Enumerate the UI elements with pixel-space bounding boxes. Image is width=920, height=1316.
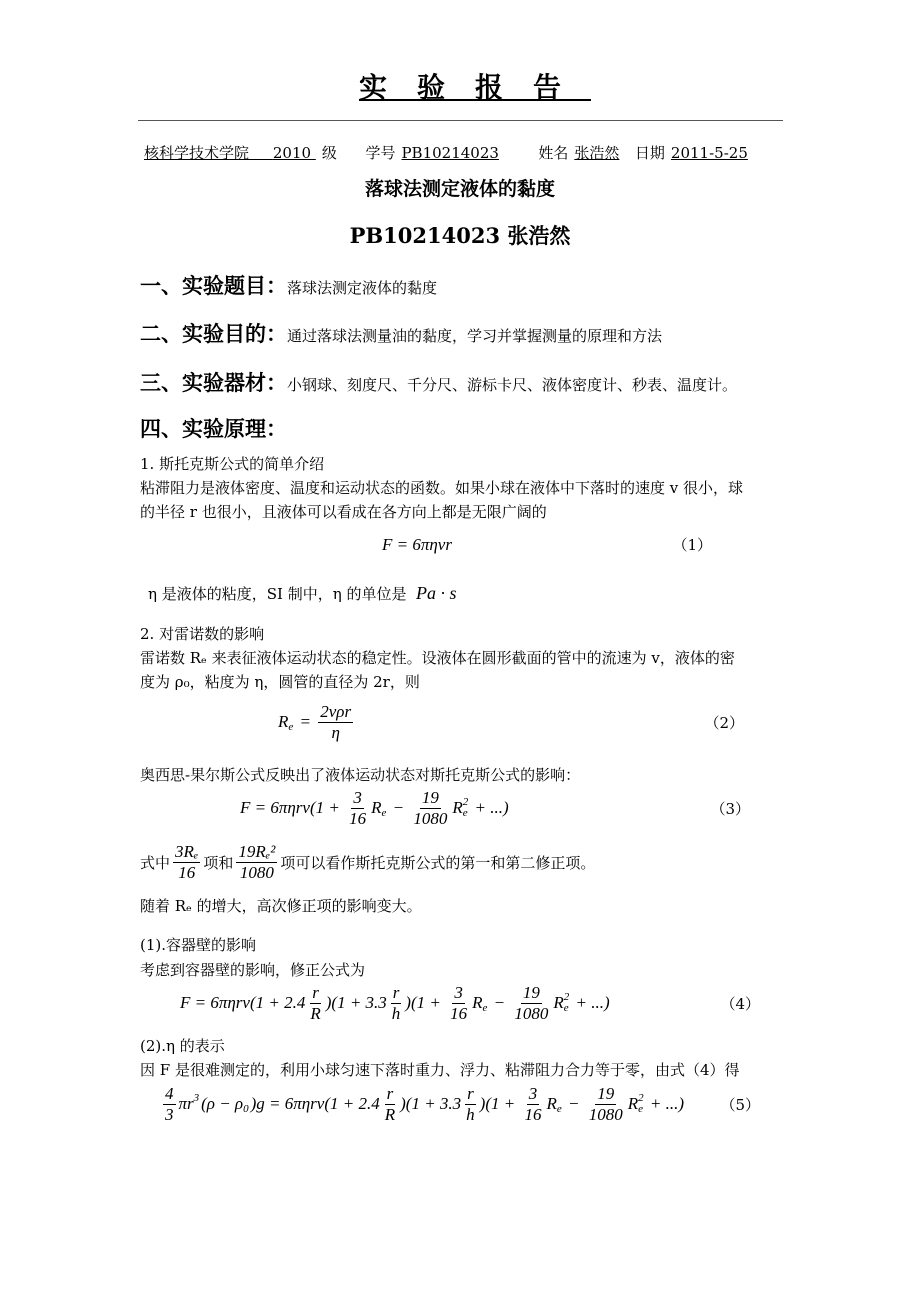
grade-label: 级 (321, 144, 337, 162)
wall-title: (1).容器壁的影响 (140, 936, 257, 954)
eta-title: (2).η 的表示 (140, 1037, 225, 1055)
script (564, 992, 570, 1014)
equation-4-row (180, 983, 760, 1023)
denominator: 3 (165, 1104, 174, 1124)
section-1 (140, 270, 437, 300)
script (243, 1093, 249, 1115)
formula-text: − (563, 1094, 584, 1114)
re-line: 随着 Rₑ 的增大，高次修正项的影响变大。 (140, 897, 422, 915)
p2-line1: 雷诺数 Rₑ 来表征液体运动状态的稳定性。设液体在圆形截面的管中的流速为 v，液体的密 (140, 649, 735, 667)
wall-line: 考虑到容器壁的影响，修正公式为 (140, 961, 366, 979)
fraction (308, 983, 322, 1023)
formula-text: = (295, 712, 316, 732)
equation-4-label: （4） (720, 994, 760, 1013)
numerator: 3 (528, 1084, 538, 1103)
denominator: h (391, 1003, 401, 1023)
p2-line2: 度为 ρ₀，粘度为 η，圆管的直径为 2r，则 (140, 673, 420, 691)
fraction (522, 1084, 543, 1124)
equation-5-label: （5） (720, 1095, 760, 1114)
subscript: e (638, 1103, 644, 1116)
numerator: 3 (454, 983, 463, 1002)
equation-1 (382, 535, 452, 555)
oseen-line: 奥西思-果尔斯公式反映出了液体运动状态对斯托克斯公式的影响： (140, 766, 581, 784)
formula-text: − (388, 798, 409, 818)
fraction (448, 983, 469, 1023)
numerator: 3 (353, 788, 362, 807)
numerator: 19 (421, 788, 439, 807)
eta-derivation-line: 因 F 是很难测定的，利用小球匀速下落时重力、浮力、粘滞阻力合力等于零，由式（4）得 (140, 1061, 740, 1079)
fraction (347, 788, 368, 828)
section-content: 通过落球法测量油的黏度，学习并掌握测量的原理和方法 (287, 327, 663, 345)
eta-unit: Pa · s (416, 583, 457, 603)
formula-text: R (472, 993, 483, 1013)
superscript: 3 (193, 1092, 200, 1105)
fraction (587, 1084, 625, 1124)
eta-text: η 是液体的粘度，SI 制中，η 的单位是 (148, 585, 407, 603)
formula-text: )(1 + (405, 993, 446, 1013)
numerator: 19 (597, 1084, 615, 1103)
equation-1-label: （1） (672, 536, 712, 554)
superscript: 2 (563, 991, 570, 1004)
equation-1-row (382, 534, 712, 555)
student-name: 张浩然 (574, 144, 620, 162)
script (557, 1093, 562, 1115)
denominator: 1080 (588, 1104, 623, 1124)
equation-3-row (240, 788, 750, 828)
denominator: 1080 (514, 1003, 549, 1023)
script (288, 711, 293, 733)
p1-line1: 粘滞阻力是液体密度、温度和运动状态的函数。如果小球在液体中下落时的速度 v 很小，球 (140, 479, 744, 497)
date-label: 日期 (634, 144, 665, 162)
section-heading: 一、实验题目： (140, 273, 287, 298)
p1-title: 1. 斯托克斯公式的简单介绍 (140, 455, 325, 473)
formula-text: + ...) (645, 1094, 685, 1114)
fraction (383, 1084, 397, 1124)
denominator: η (331, 722, 340, 742)
superscript: 2 (638, 1092, 644, 1105)
numerator: r (386, 1084, 394, 1103)
denominator: R (310, 1003, 321, 1023)
formula-text: R (278, 712, 289, 732)
equation-3 (240, 788, 509, 828)
formula-text: )g = 6πηrv(1 + 2.4 (250, 1094, 380, 1114)
subscript: e (462, 807, 468, 820)
section-heading: 三、实验器材： (140, 370, 287, 395)
denominator: 1080 (413, 808, 448, 828)
script (382, 797, 387, 819)
p2-title: 2. 对雷诺数的影响 (140, 625, 265, 643)
formula-text: )(1 + 3.3 (325, 993, 387, 1013)
doc-author: PB10214023 张浩然 (349, 223, 571, 248)
equation-2-label: （2） (704, 713, 744, 732)
formula-text: R (627, 1094, 639, 1114)
text: 项和 (203, 853, 234, 872)
denominator: h (466, 1104, 475, 1124)
denominator: 16 (450, 1003, 468, 1023)
fraction (318, 702, 353, 742)
fraction (163, 1084, 176, 1124)
formula-text: F = 6πηrv(1 + (240, 798, 345, 818)
numerator: 2vρr (320, 702, 352, 721)
denominator: 16 (178, 862, 196, 882)
correction-terms-line (140, 842, 595, 882)
denominator: R (384, 1104, 396, 1124)
equation-5 (160, 1084, 684, 1124)
equation-5-row (160, 1084, 760, 1124)
numerator: 19Rₑ² (238, 842, 276, 861)
section-content: 落球法测定液体的黏度 (287, 279, 438, 297)
report-title: 实验报告 (358, 71, 591, 104)
p1-line2: 的半径 r 也很小，且液体可以看成在各方向上都是无限广阔的 (140, 503, 547, 521)
doc-title: 落球法测定液体的黏度 (364, 178, 555, 200)
script (482, 992, 487, 1014)
section-2 (140, 318, 662, 348)
subscript: 0 (243, 1103, 249, 1116)
grade: 2010 (272, 144, 312, 162)
header-divider (138, 120, 783, 121)
formula-text: R (452, 798, 463, 818)
section-content: 小钢球、刻度尺、千分尺、游标卡尺、液体密度计、秒表、温度计。 (287, 376, 738, 394)
section-4 (140, 413, 287, 443)
subscript: e (482, 1002, 488, 1015)
formula-text: − (489, 993, 510, 1013)
numerator: 19 (522, 983, 540, 1002)
fraction (236, 842, 277, 882)
equation-3-label: （3） (710, 799, 750, 818)
formula-text: R (546, 1094, 557, 1114)
formula-text: F = 6πηvr (382, 534, 452, 554)
college: 核科学技术学院 (144, 144, 250, 162)
section-heading: 二、实验目的： (140, 321, 287, 346)
subscript: e (556, 1103, 562, 1116)
formula-text: F = 6πηrv(1 + 2.4 (180, 993, 306, 1013)
fraction (173, 842, 200, 882)
subscript: e (288, 721, 294, 734)
numerator: r (467, 1084, 474, 1103)
script (638, 1093, 644, 1115)
formula-text: )(1 + 3.3 (400, 1094, 462, 1114)
date: 2011-5-25 (670, 144, 748, 162)
equation-2-row (278, 702, 744, 742)
subscript (194, 1104, 200, 1115)
numerator: 3Rₑ (175, 842, 199, 861)
denominator: 1080 (239, 862, 274, 882)
formula-text: (ρ − ρ (201, 1094, 244, 1114)
text: 式中 (140, 853, 171, 872)
fraction (411, 788, 449, 828)
section-3 (140, 367, 737, 397)
text: 项可以看作斯托克斯公式的第一和第二修正项。 (280, 853, 596, 872)
student-id: PB10214023 (401, 144, 499, 162)
equation-2 (278, 702, 356, 742)
fraction (512, 983, 550, 1023)
formula-text: + ...) (470, 798, 509, 818)
script (194, 1093, 200, 1115)
formula-text: πr (178, 1094, 194, 1114)
id-label: 学号 (365, 144, 396, 162)
numerator: r (312, 983, 319, 1002)
subscript: e (381, 807, 387, 820)
denominator: 16 (349, 808, 367, 828)
student-info-line (138, 142, 754, 163)
denominator: 16 (524, 1104, 542, 1124)
formula-text: R (553, 993, 564, 1013)
eta-line (148, 583, 457, 604)
section-heading: 四、实验原理： (140, 416, 287, 441)
formula-text: R (371, 798, 382, 818)
fraction (390, 983, 403, 1023)
fraction (464, 1084, 477, 1124)
script (463, 797, 469, 819)
equation-4 (180, 983, 610, 1023)
subscript: e (563, 1002, 569, 1015)
formula-text: + ...) (571, 993, 610, 1013)
formula-text: )(1 + (479, 1094, 520, 1114)
superscript: 2 (462, 796, 469, 809)
numerator: 4 (165, 1084, 174, 1103)
numerator: r (392, 983, 400, 1002)
name-label: 姓名 (538, 144, 569, 162)
